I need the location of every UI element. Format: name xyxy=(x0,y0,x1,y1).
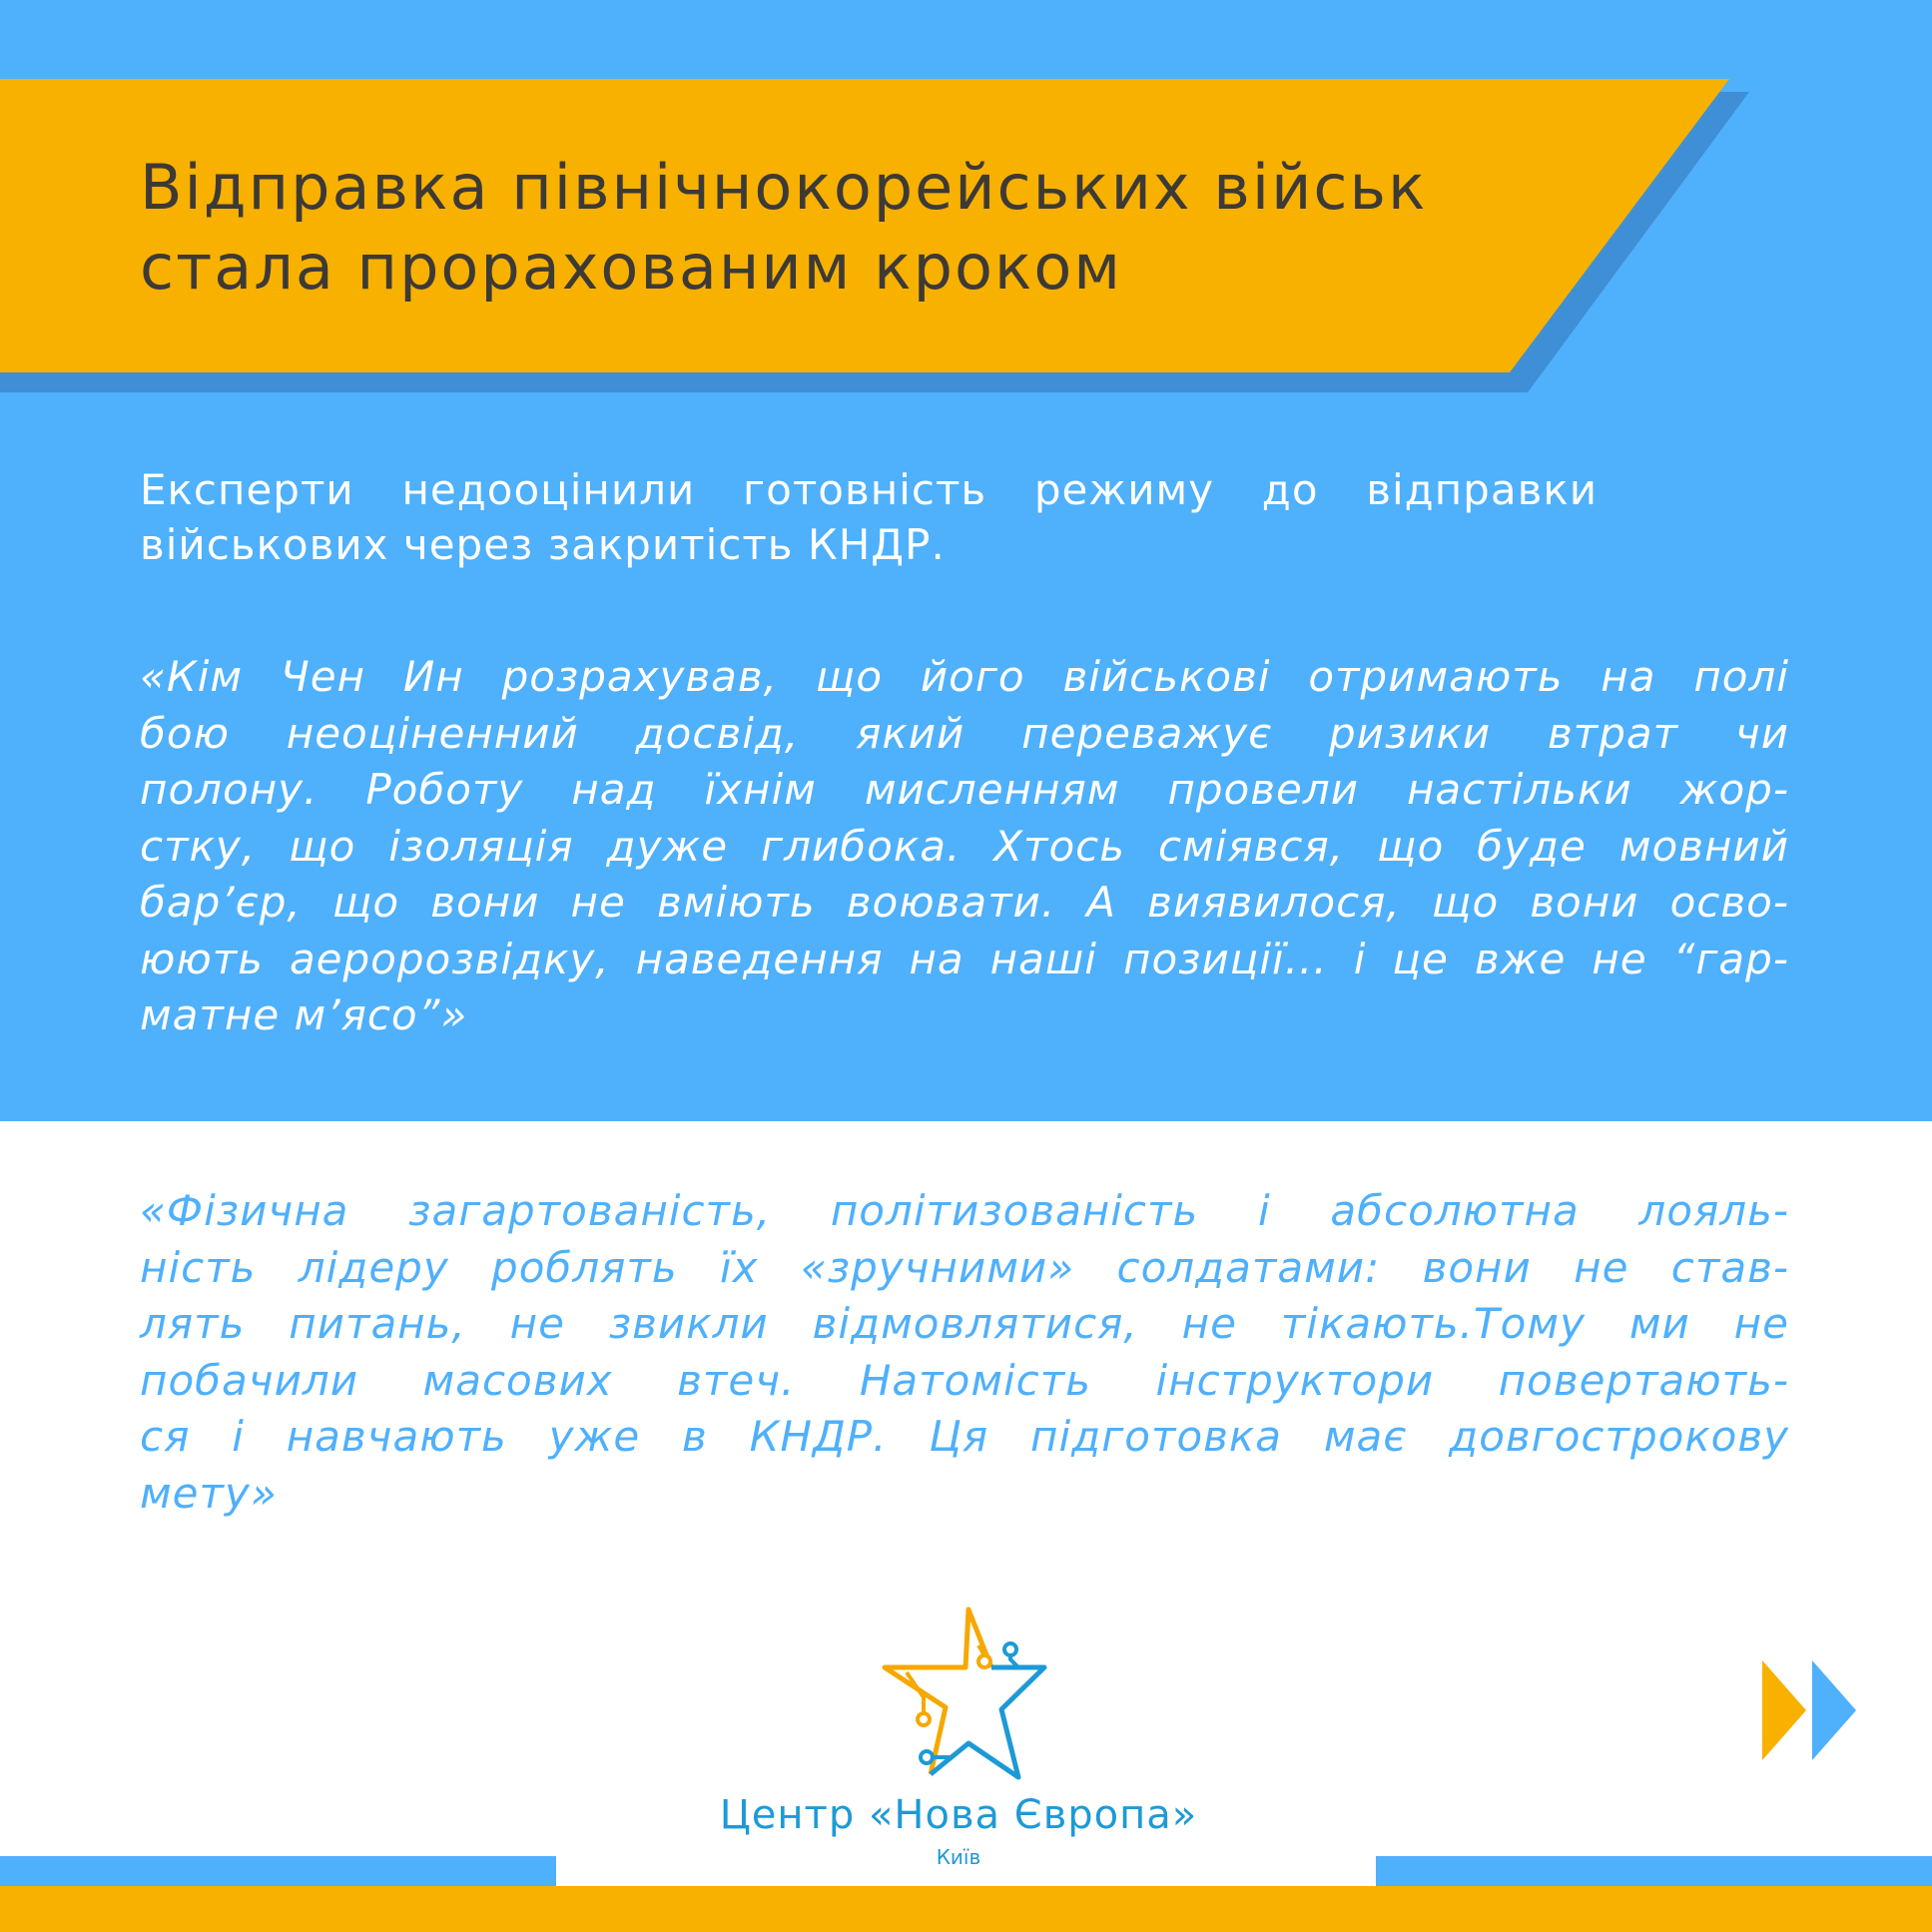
quote-loyalty-paragraph xyxy=(140,1183,1789,1522)
footer-bar-right xyxy=(1376,1856,1932,1886)
quote-kim-paragraph xyxy=(140,649,1789,1044)
organization-name: Центр «Нова Європа» xyxy=(719,1792,1198,1838)
title-line-1: Відправка північнокорейських військ xyxy=(140,151,1428,224)
footer-bar-left xyxy=(0,1856,556,1886)
page-title xyxy=(140,148,1538,308)
intro-line-1: Експерти недооцінили готовність режиму до відправки xyxy=(140,465,1598,514)
star-circuit-icon xyxy=(869,1598,1058,1782)
quote1-line: матне м’ясо”» xyxy=(140,990,468,1039)
quote2-line: «Фізична загартованість, політизованість і абсолютна лояль- xyxy=(140,1186,1789,1235)
quote2-line: лять питань, не звикли відмовлятися, не тікають.Тому ми не xyxy=(140,1299,1789,1348)
quote1-line: бою неоціненний досвід, який переважує ризики втрат чи xyxy=(140,708,1789,758)
quote2-line: мету» xyxy=(140,1468,278,1518)
quote2-line: ся і навчають уже в КНДР. Ця підготовка має довгострокову xyxy=(140,1412,1789,1461)
quote1-line: юють аеророзвідку, наведення на наші позиції... і це вже не “гар- xyxy=(140,934,1789,983)
title-line-2: стала прорахованим кроком xyxy=(140,231,1123,304)
quote1-line: стку, що ізоляція дуже глибока. Хтось сміявся, що буде мовний xyxy=(140,821,1789,871)
intro-paragraph xyxy=(140,462,1598,572)
organization-city: Київ xyxy=(936,1845,981,1869)
quote1-line: полону. Роботу над їхнім мисленням провели настільки жор- xyxy=(140,765,1789,814)
quote2-line: ність лідеру роблять їх «зручними» солдатами: вони не став- xyxy=(140,1242,1789,1292)
footer-bar-bottom xyxy=(0,1886,1932,1932)
intro-line-2: військових через закритість КНДР. xyxy=(140,520,946,569)
double-chevron-right-icon[interactable] xyxy=(1762,1660,1857,1760)
quote1-line: «Кім Чен Ин розрахував, що його військові отримають на полі xyxy=(140,652,1789,701)
quote2-line: побачили масових втеч. Натомість інструктори повертають- xyxy=(140,1355,1789,1405)
quote1-line: бар’єр, що вони не вміють воювати. А виявилося, що вони осво- xyxy=(140,878,1789,927)
